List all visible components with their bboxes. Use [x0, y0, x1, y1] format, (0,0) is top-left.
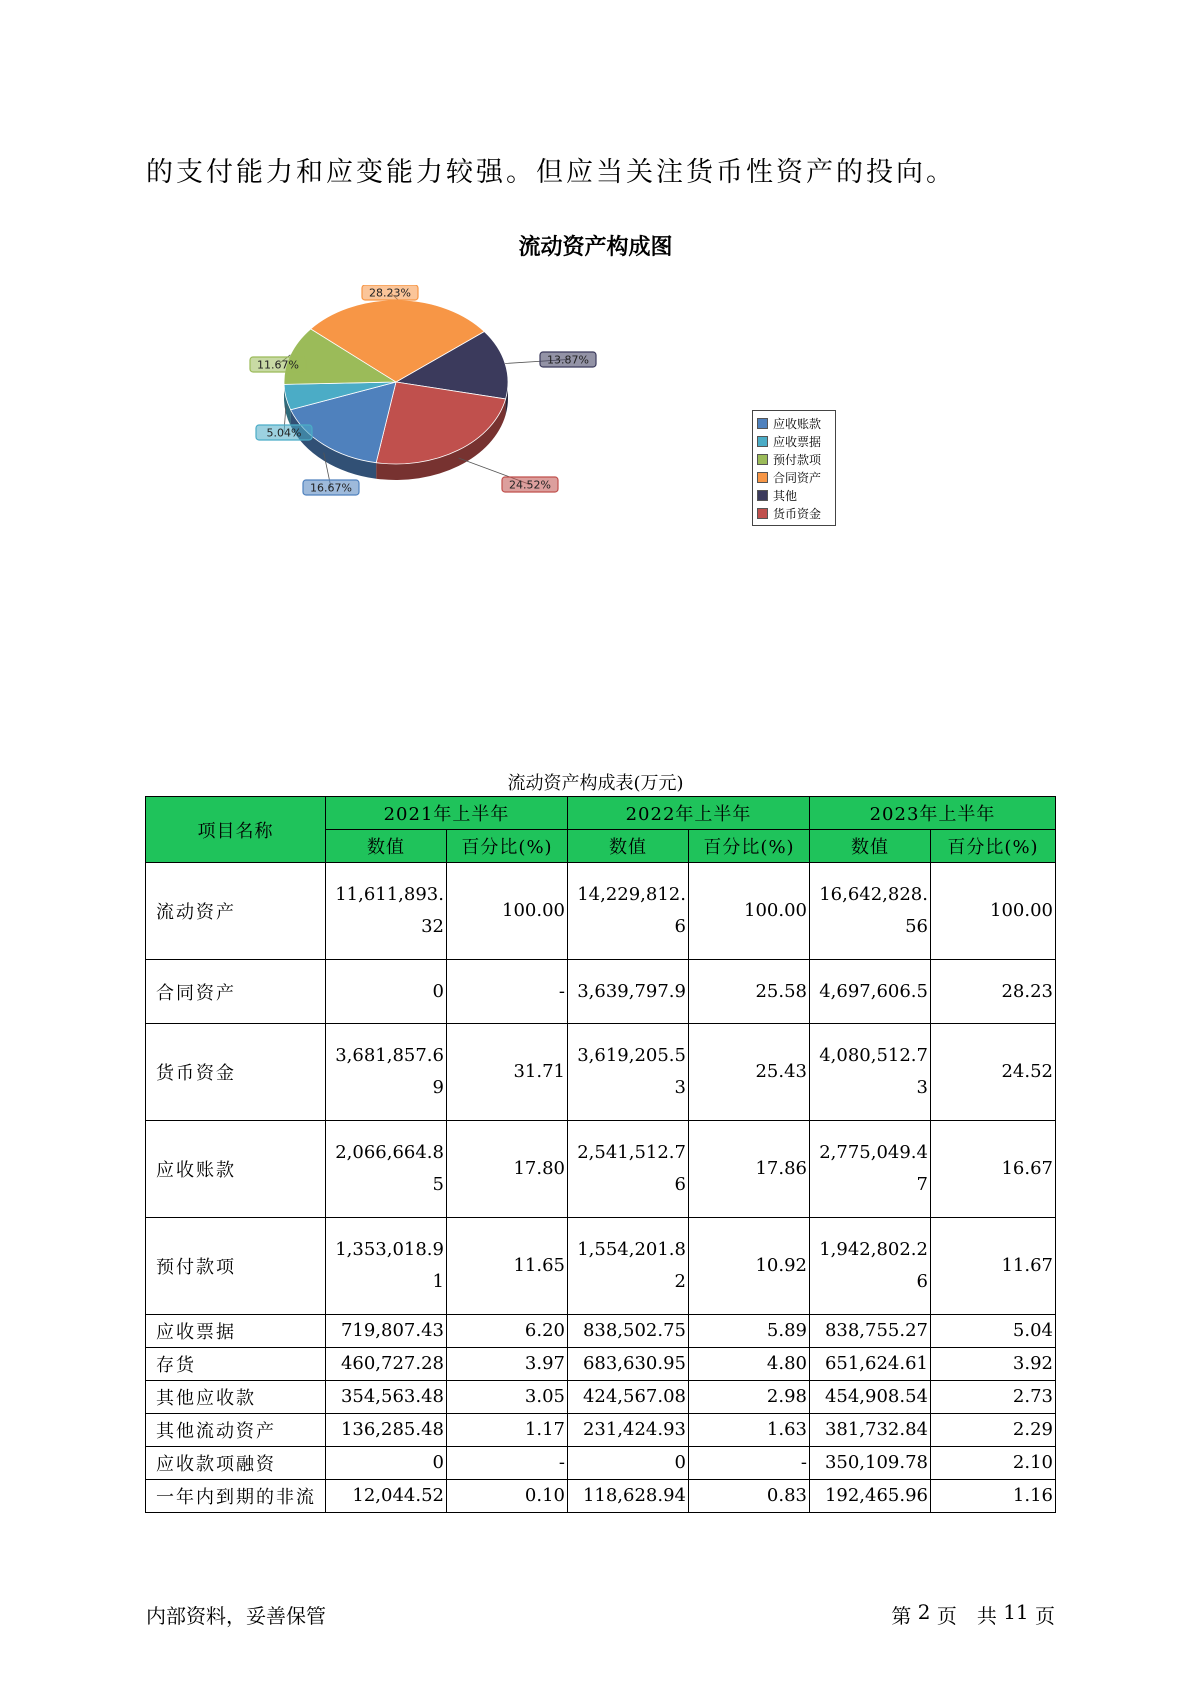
cell-value: 838,502.75	[568, 1315, 689, 1348]
cell-value: 651,624.61	[810, 1348, 931, 1381]
legend-label: 预付款项	[773, 452, 822, 467]
cell-percent: 3.97	[447, 1348, 568, 1381]
cell-value: 136,285.48	[326, 1414, 447, 1447]
cell-percent: -	[447, 960, 568, 1024]
cell-value: 231,424.93	[568, 1414, 689, 1447]
cell-value: 3,619,205.53	[568, 1024, 689, 1121]
row-item-name: 流动资产	[146, 863, 326, 960]
pie-label: 11.67%	[257, 358, 299, 372]
cell-percent: 1.17	[447, 1414, 568, 1447]
page-mid: 页 共	[936, 1604, 997, 1628]
cell-value: 1,353,018.91	[326, 1218, 447, 1315]
cell-value: 192,465.96	[810, 1480, 931, 1513]
cell-value: 14,229,812.6	[568, 863, 689, 960]
footer-confidential: 内部资料，妥善保管	[146, 1604, 326, 1628]
cell-value: 1,942,802.26	[810, 1218, 931, 1315]
cell-value: 2,775,049.47	[810, 1121, 931, 1218]
pie-label: 5.04%	[266, 426, 302, 440]
cell-value: 1,554,201.82	[568, 1218, 689, 1315]
cell-value: 12,044.52	[326, 1480, 447, 1513]
page-prefix: 第	[891, 1604, 912, 1628]
row-item-name: 货币资金	[146, 1024, 326, 1121]
cell-percent: 2.73	[931, 1381, 1056, 1414]
cell-percent: 10.92	[689, 1218, 810, 1315]
cell-value: 424,567.08	[568, 1381, 689, 1414]
cell-percent: 25.58	[689, 960, 810, 1024]
legend-label: 应收票据	[773, 434, 822, 449]
cell-percent: 2.10	[931, 1447, 1056, 1480]
legend-label: 合同资产	[773, 470, 822, 485]
cell-percent: 3.05	[447, 1381, 568, 1414]
cell-percent: 25.43	[689, 1024, 810, 1121]
cell-value: 460,727.28	[326, 1348, 447, 1381]
table-caption: 流动资产构成表(万元)	[507, 773, 684, 794]
table-row	[146, 1447, 1056, 1480]
header-item-name: 项目名称	[146, 797, 326, 863]
cell-value: 3,639,797.9	[568, 960, 689, 1024]
page-total: 11	[1003, 1600, 1029, 1624]
cell-percent: 17.86	[689, 1121, 810, 1218]
pie-label: 16.67%	[310, 481, 352, 495]
cell-percent: 11.65	[447, 1218, 568, 1315]
cell-value: 719,807.43	[326, 1315, 447, 1348]
cell-value: 2,066,664.85	[326, 1121, 447, 1218]
page-current: 2	[917, 1600, 931, 1624]
row-item-name: 其他流动资产	[146, 1414, 326, 1447]
cell-percent: -	[447, 1447, 568, 1480]
cell-value: 354,563.48	[326, 1381, 447, 1414]
legend-item	[757, 504, 831, 522]
cell-percent: 17.80	[447, 1121, 568, 1218]
cell-value: 3,681,857.69	[326, 1024, 447, 1121]
cell-percent: 11.67	[931, 1218, 1056, 1315]
chart-title: 流动资产构成图	[518, 235, 673, 260]
legend-swatch	[757, 508, 768, 519]
cell-percent: 100.00	[931, 863, 1056, 960]
header-period: 2023年上半年	[810, 797, 1056, 830]
cell-percent: 24.52	[931, 1024, 1056, 1121]
cell-percent: -	[689, 1447, 810, 1480]
table-row	[146, 1348, 1056, 1381]
header-value: 数值	[810, 830, 931, 863]
legend-item	[757, 486, 831, 504]
row-item-name: 预付款项	[146, 1218, 326, 1315]
pie-top-group	[284, 300, 508, 464]
chart-legend	[752, 410, 836, 526]
legend-swatch	[757, 436, 768, 447]
cell-percent: 100.00	[689, 863, 810, 960]
cell-value: 0	[326, 1447, 447, 1480]
header-value: 数值	[326, 830, 447, 863]
table-row	[146, 1218, 1056, 1315]
row-item-name: 合同资产	[146, 960, 326, 1024]
cell-percent: 2.98	[689, 1381, 810, 1414]
header-percent: 百分比(%)	[447, 830, 568, 863]
table-row	[146, 1024, 1056, 1121]
intro-paragraph: 的支付能力和应变能力较强。但应当关注货币性资产的投向。	[146, 157, 956, 188]
cell-value: 11,611,893.32	[326, 863, 447, 960]
cell-percent: 2.29	[931, 1414, 1056, 1447]
cell-percent: 16.67	[931, 1121, 1056, 1218]
cell-value: 454,908.54	[810, 1381, 931, 1414]
cell-value: 16,642,828.56	[810, 863, 931, 960]
cell-percent: 5.89	[689, 1315, 810, 1348]
legend-item	[757, 450, 831, 468]
table-row	[146, 1315, 1056, 1348]
footer-page-number	[891, 1600, 1055, 1629]
header-period: 2022年上半年	[568, 797, 810, 830]
legend-label: 货币资金	[773, 506, 822, 521]
cell-value: 381,732.84	[810, 1414, 931, 1447]
current-assets-table	[145, 796, 1056, 1513]
cell-percent: 100.00	[447, 863, 568, 960]
cell-percent: 28.23	[931, 960, 1056, 1024]
legend-swatch	[757, 490, 768, 501]
cell-value: 2,541,512.76	[568, 1121, 689, 1218]
row-item-name: 一年内到期的非流	[146, 1480, 326, 1513]
cell-percent: 1.16	[931, 1480, 1056, 1513]
header-period: 2021年上半年	[326, 797, 568, 830]
legend-swatch	[757, 454, 768, 465]
cell-value: 838,755.27	[810, 1315, 931, 1348]
legend-swatch	[757, 472, 768, 483]
table-row	[146, 1480, 1056, 1513]
row-item-name: 应收票据	[146, 1315, 326, 1348]
table-row	[146, 1414, 1056, 1447]
pie-label: 13.87%	[547, 353, 589, 367]
legend-label: 其他	[773, 488, 798, 503]
cell-percent: 4.80	[689, 1348, 810, 1381]
page-suffix: 页	[1035, 1604, 1055, 1628]
table-row	[146, 1381, 1056, 1414]
legend-item	[757, 468, 831, 486]
row-item-name: 应收款项融资	[146, 1447, 326, 1480]
header-percent: 百分比(%)	[931, 830, 1056, 863]
cell-value: 350,109.78	[810, 1447, 931, 1480]
table-row	[146, 863, 1056, 960]
header-percent: 百分比(%)	[689, 830, 810, 863]
legend-item	[757, 432, 831, 450]
legend-swatch	[757, 418, 768, 429]
table-row	[146, 960, 1056, 1024]
table-body	[146, 863, 1056, 1513]
pie-label: 28.23%	[369, 286, 411, 300]
row-item-name: 应收账款	[146, 1121, 326, 1218]
legend-item	[757, 414, 831, 432]
legend-label: 应收账款	[773, 416, 822, 431]
cell-value: 0	[568, 1447, 689, 1480]
row-item-name: 存货	[146, 1348, 326, 1381]
cell-percent: 6.20	[447, 1315, 568, 1348]
cell-percent: 0.83	[689, 1480, 810, 1513]
cell-value: 0	[326, 960, 447, 1024]
cell-value: 4,080,512.73	[810, 1024, 931, 1121]
cell-value: 118,628.94	[568, 1480, 689, 1513]
table-row	[146, 1121, 1056, 1218]
cell-percent: 1.63	[689, 1414, 810, 1447]
pie-chart	[230, 285, 630, 545]
row-item-name: 其他应收款	[146, 1381, 326, 1414]
cell-value: 683,630.95	[568, 1348, 689, 1381]
cell-percent: 0.10	[447, 1480, 568, 1513]
cell-percent: 31.71	[447, 1024, 568, 1121]
cell-percent: 5.04	[931, 1315, 1056, 1348]
cell-value: 4,697,606.5	[810, 960, 931, 1024]
pie-label: 24.52%	[509, 478, 551, 492]
header-value: 数值	[568, 830, 689, 863]
cell-percent: 3.92	[931, 1348, 1056, 1381]
